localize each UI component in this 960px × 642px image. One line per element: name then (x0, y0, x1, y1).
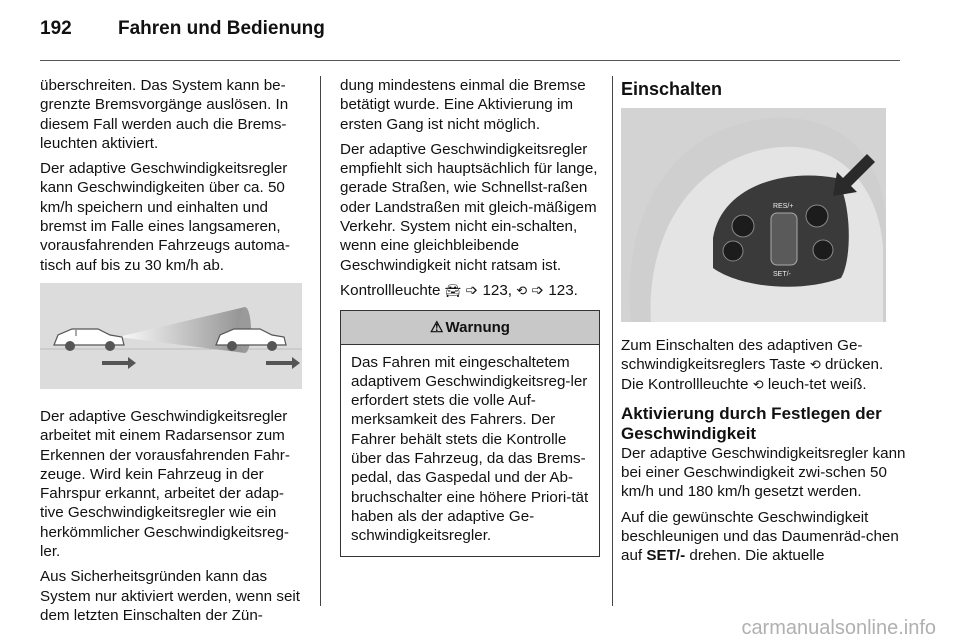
section-heading: Einschalten (621, 79, 723, 99)
page-reference-icon: ➩ (465, 281, 479, 299)
column-divider-2 (612, 76, 613, 606)
wheel-button-icon (723, 241, 743, 261)
watermark: carmanualsonline.info (741, 617, 936, 639)
res-label: RES/+ (773, 203, 794, 210)
radar-distance-illustration (40, 283, 302, 389)
set-button-label: SET/- (646, 547, 686, 565)
header-divider (40, 60, 900, 61)
paragraph: Zum Einschalten des adaptiven Ge-schwindigkeitsreglers Taste ⟲ drücken. Die Kontrollleuchte ⟲ leuch-tet weiß. (621, 337, 884, 393)
indicator-reference (340, 281, 605, 300)
page-reference[interactable]: 123, (482, 281, 512, 299)
cruise-control-icon: ⟲ (516, 282, 528, 298)
warning-text: Das Fahren mit eingeschaltetem adaptivem Geschwindigkeitsreg-ler erfordert stets die volle Auf-merksamkeit des Fahrers. Der Fahrer behält stets die Kontrolle über das Fahrzeug, da das Brems-pedal, das Gaspedal und der Ab-bruchschalter eine höhere Priori-tät haben als der adaptive Ge-schwindigkeitsregler. (351, 353, 589, 545)
wheel-button-icon (732, 215, 754, 237)
cruise-control-icon: ⟲ (752, 376, 764, 392)
direction-arrow-icon (266, 357, 300, 369)
paragraph: überschreiten. Das System kann be-grenzte Bremsvorgänge auslösen. In diesem Fall werden auch die Brems-leuchten aktiviert. (40, 77, 289, 152)
steering-wheel-controls-photo (621, 108, 886, 322)
paragraph: Der adaptive Geschwindigkeitsregler kann bei einer Geschwindigkeit zwi-schen 50 km/h und 180 km/h gesetzt werden. (621, 444, 906, 501)
own-car-icon (54, 329, 124, 351)
cruise-button-icon: ⟲ (809, 357, 821, 373)
column-divider-1 (320, 76, 321, 606)
warning-title: Warnung (445, 319, 510, 337)
radar-cone (118, 307, 245, 353)
paragraph: Der adaptive Geschwindigkeitsregler kann Geschwindigkeiten über ca. 50 km/h speichern und einhalten und bremst im Falle eines langsameren, vorausfahrenden Fahrzeugs automa-tisch auf bis zu 30 km/h ab. (40, 160, 290, 274)
column-2 (340, 76, 605, 557)
wheel-button-icon (813, 240, 833, 260)
paragraph: Der adaptive Geschwindigkeitsregler empfiehlt sich hauptsächlich für lange, gerade Straßen, wie Schnellst-raßen oder Landstraßen mit gleich-mäßigem Verkehr. System nicht ein-schalten, wenn eine gleichbleibende Geschwindigkeit nicht ratsam ist. (340, 140, 598, 274)
paragraph: Aus Sicherheitsgründen kann das System nur aktiviert werden, wenn seit dem letzten Einschalten der Zün- (40, 568, 300, 624)
paragraph: dung mindestens einmal die Bremse betätigt wurde. Eine Aktivierung im ersten Gang ist nicht möglich. (340, 77, 586, 133)
warning-box (340, 310, 600, 556)
column-1 (40, 76, 306, 631)
warning-triangle-icon: ⚠ (430, 319, 444, 337)
car-radar-diagram (40, 283, 302, 389)
page-reference[interactable]: 123. (548, 281, 578, 299)
subsection-heading: Aktivierung durch Festlegen der Geschwindigkeit (621, 403, 882, 443)
warning-header (341, 311, 599, 344)
paragraph: Auf die gewünschte Geschwindigkeit beschleunigen und das Daumenräd-chen auf SET/- drehen. Die aktuelle (621, 508, 899, 565)
direction-arrow-icon (102, 357, 136, 369)
paragraph: Der adaptive Geschwindigkeitsregler arbeitet mit einem Radarsensor zum Erkennen der vorausfahrenden Fahr-zeuge. Wird kein Fahrzeug in der Fahrspur erkannt, arbeitet der adap-tive Geschwindigkeitsregler wie ein herkömmlicher Geschwindigkeitsreg-ler. (40, 407, 290, 561)
set-label: SET/- (773, 271, 791, 278)
wheel-button-icon (806, 205, 828, 227)
steering-wheel-illustration (621, 108, 886, 322)
column-3 (621, 76, 906, 572)
page-reference-icon: ➩ (531, 281, 545, 299)
indicator-label: Kontrollleuchte (340, 281, 441, 299)
page-header (40, 18, 325, 50)
chapter-title: Fahren und Bedienung (118, 18, 325, 39)
car-icon: 🚘︎ (444, 282, 462, 298)
thumbwheel-icon (771, 213, 797, 265)
page-number: 192 (40, 18, 72, 39)
